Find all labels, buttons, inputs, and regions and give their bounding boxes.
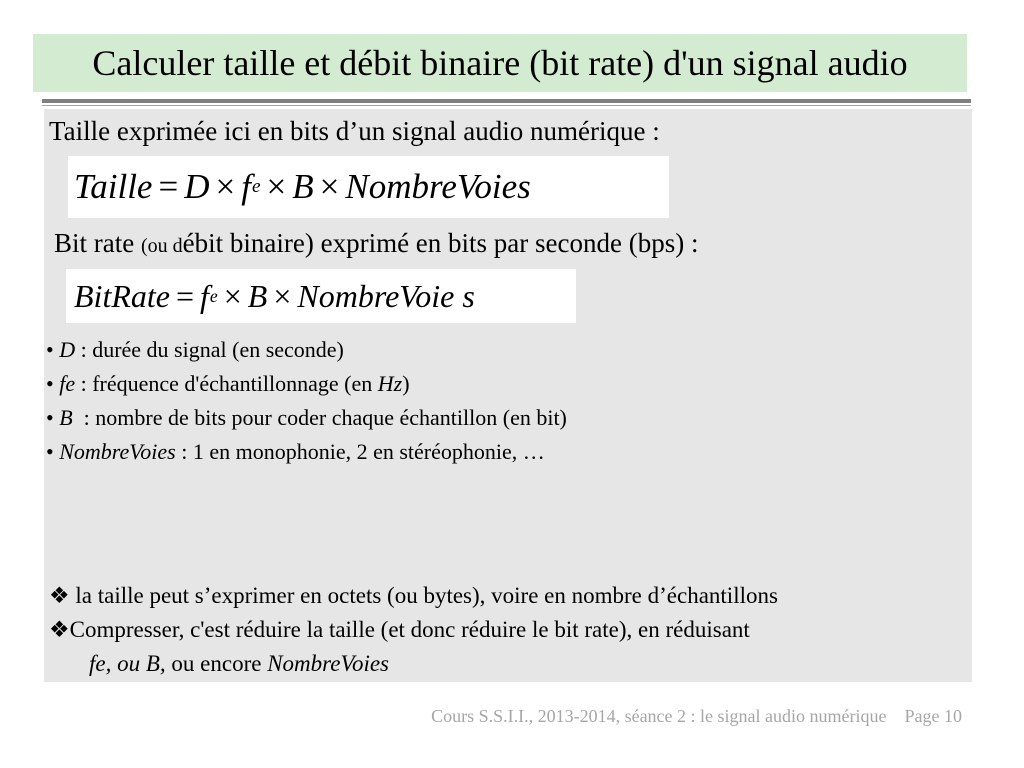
bullet-dot: • <box>46 439 60 464</box>
footer-page-number: Page 10 <box>904 706 962 726</box>
rate-intro-part2: (ou d <box>140 235 183 257</box>
definition-term: fe <box>59 371 76 396</box>
rate-intro <box>54 228 698 259</box>
size-formula-voies: NombreVoies <box>345 167 531 206</box>
note-size-units <box>49 583 778 617</box>
definition-text: : durée du signal (en seconde) <box>75 337 344 362</box>
diamond-bullet-icon: ❖ <box>49 583 70 608</box>
size-formula-f-sub: e <box>251 176 261 197</box>
rate-intro-part3: ébit binaire) exprimé en bits par seconde (bps) : <box>182 228 699 258</box>
slide-footer <box>431 706 962 727</box>
size-formula-lhs: Taille <box>74 167 153 206</box>
rate-formula-f-sub: e <box>209 285 218 306</box>
note-term-2: NombreVoies <box>267 651 390 676</box>
bullet-dot: • <box>46 371 60 396</box>
definition-term: B <box>59 405 73 430</box>
size-formula-f: f <box>241 167 251 206</box>
size-formula-eq: = <box>158 167 179 206</box>
definition-text: : nombre de bits pour coder chaque échantillon (en bit) <box>72 405 567 430</box>
rate-formula-f: f <box>200 277 209 314</box>
size-formula-d: D <box>184 167 210 206</box>
definition-d <box>46 337 567 371</box>
size-formula-times-3: × <box>319 167 340 206</box>
definition-list <box>46 337 567 473</box>
slide-title-bar <box>33 34 967 92</box>
definition-unit: Hz <box>377 371 403 396</box>
bullet-dot: • <box>46 337 60 362</box>
definition-text: : fréquence d'échantillonnage (en <box>75 371 378 396</box>
note-text: Compresser, c'est réduire la taille (et donc réduire le bit rate), en réduisant <box>69 617 750 642</box>
slide-title: Calculer taille et débit binaire (bit rate) d'un signal audio <box>92 43 908 83</box>
definition-fe <box>46 371 567 405</box>
rate-formula <box>66 269 576 323</box>
size-formula-b: B <box>292 167 314 206</box>
size-formula-times-1: × <box>215 167 236 206</box>
definition-text: : 1 en monophonie, 2 en stéréophonie, … <box>175 439 545 464</box>
title-divider-thin <box>42 105 971 106</box>
size-formula <box>68 156 669 218</box>
rate-formula-times-2: × <box>273 277 292 314</box>
definition-text-end: ) <box>402 371 410 396</box>
title-divider-thick <box>42 99 971 103</box>
rate-formula-voies: NombreVoie s <box>297 277 475 314</box>
rate-intro-part1: Bit rate <box>54 228 141 258</box>
note-compression <box>49 617 778 651</box>
size-intro: Taille exprimée ici en bits d’un signal audio numérique : <box>49 116 660 146</box>
definition-term: NombreVoies <box>59 439 176 464</box>
definition-term: D <box>59 337 76 362</box>
bullet-dot: • <box>46 405 60 430</box>
diamond-bullet-icon: ❖ <box>49 617 70 642</box>
note-term-1: fe, ou B, <box>89 651 166 676</box>
size-formula-times-2: × <box>266 167 287 206</box>
notes-list <box>49 583 778 685</box>
note-compression-cont <box>49 651 778 685</box>
note-text: la taille peut s’exprimer en octets (ou bytes), voire en nombre d’échantillons <box>69 583 778 608</box>
content-panel <box>44 109 972 682</box>
rate-formula-eq: = <box>175 277 195 314</box>
definition-nombrevoies <box>46 439 567 473</box>
rate-formula-times-1: × <box>223 277 242 314</box>
definition-b <box>46 405 567 439</box>
rate-formula-b: B <box>247 277 268 314</box>
footer-course: Cours S.S.I.I., 2013-2014, séance 2 : le signal audio numérique <box>431 706 887 726</box>
rate-formula-lhs: BitRate <box>74 277 170 314</box>
note-text: ou encore <box>165 651 268 676</box>
